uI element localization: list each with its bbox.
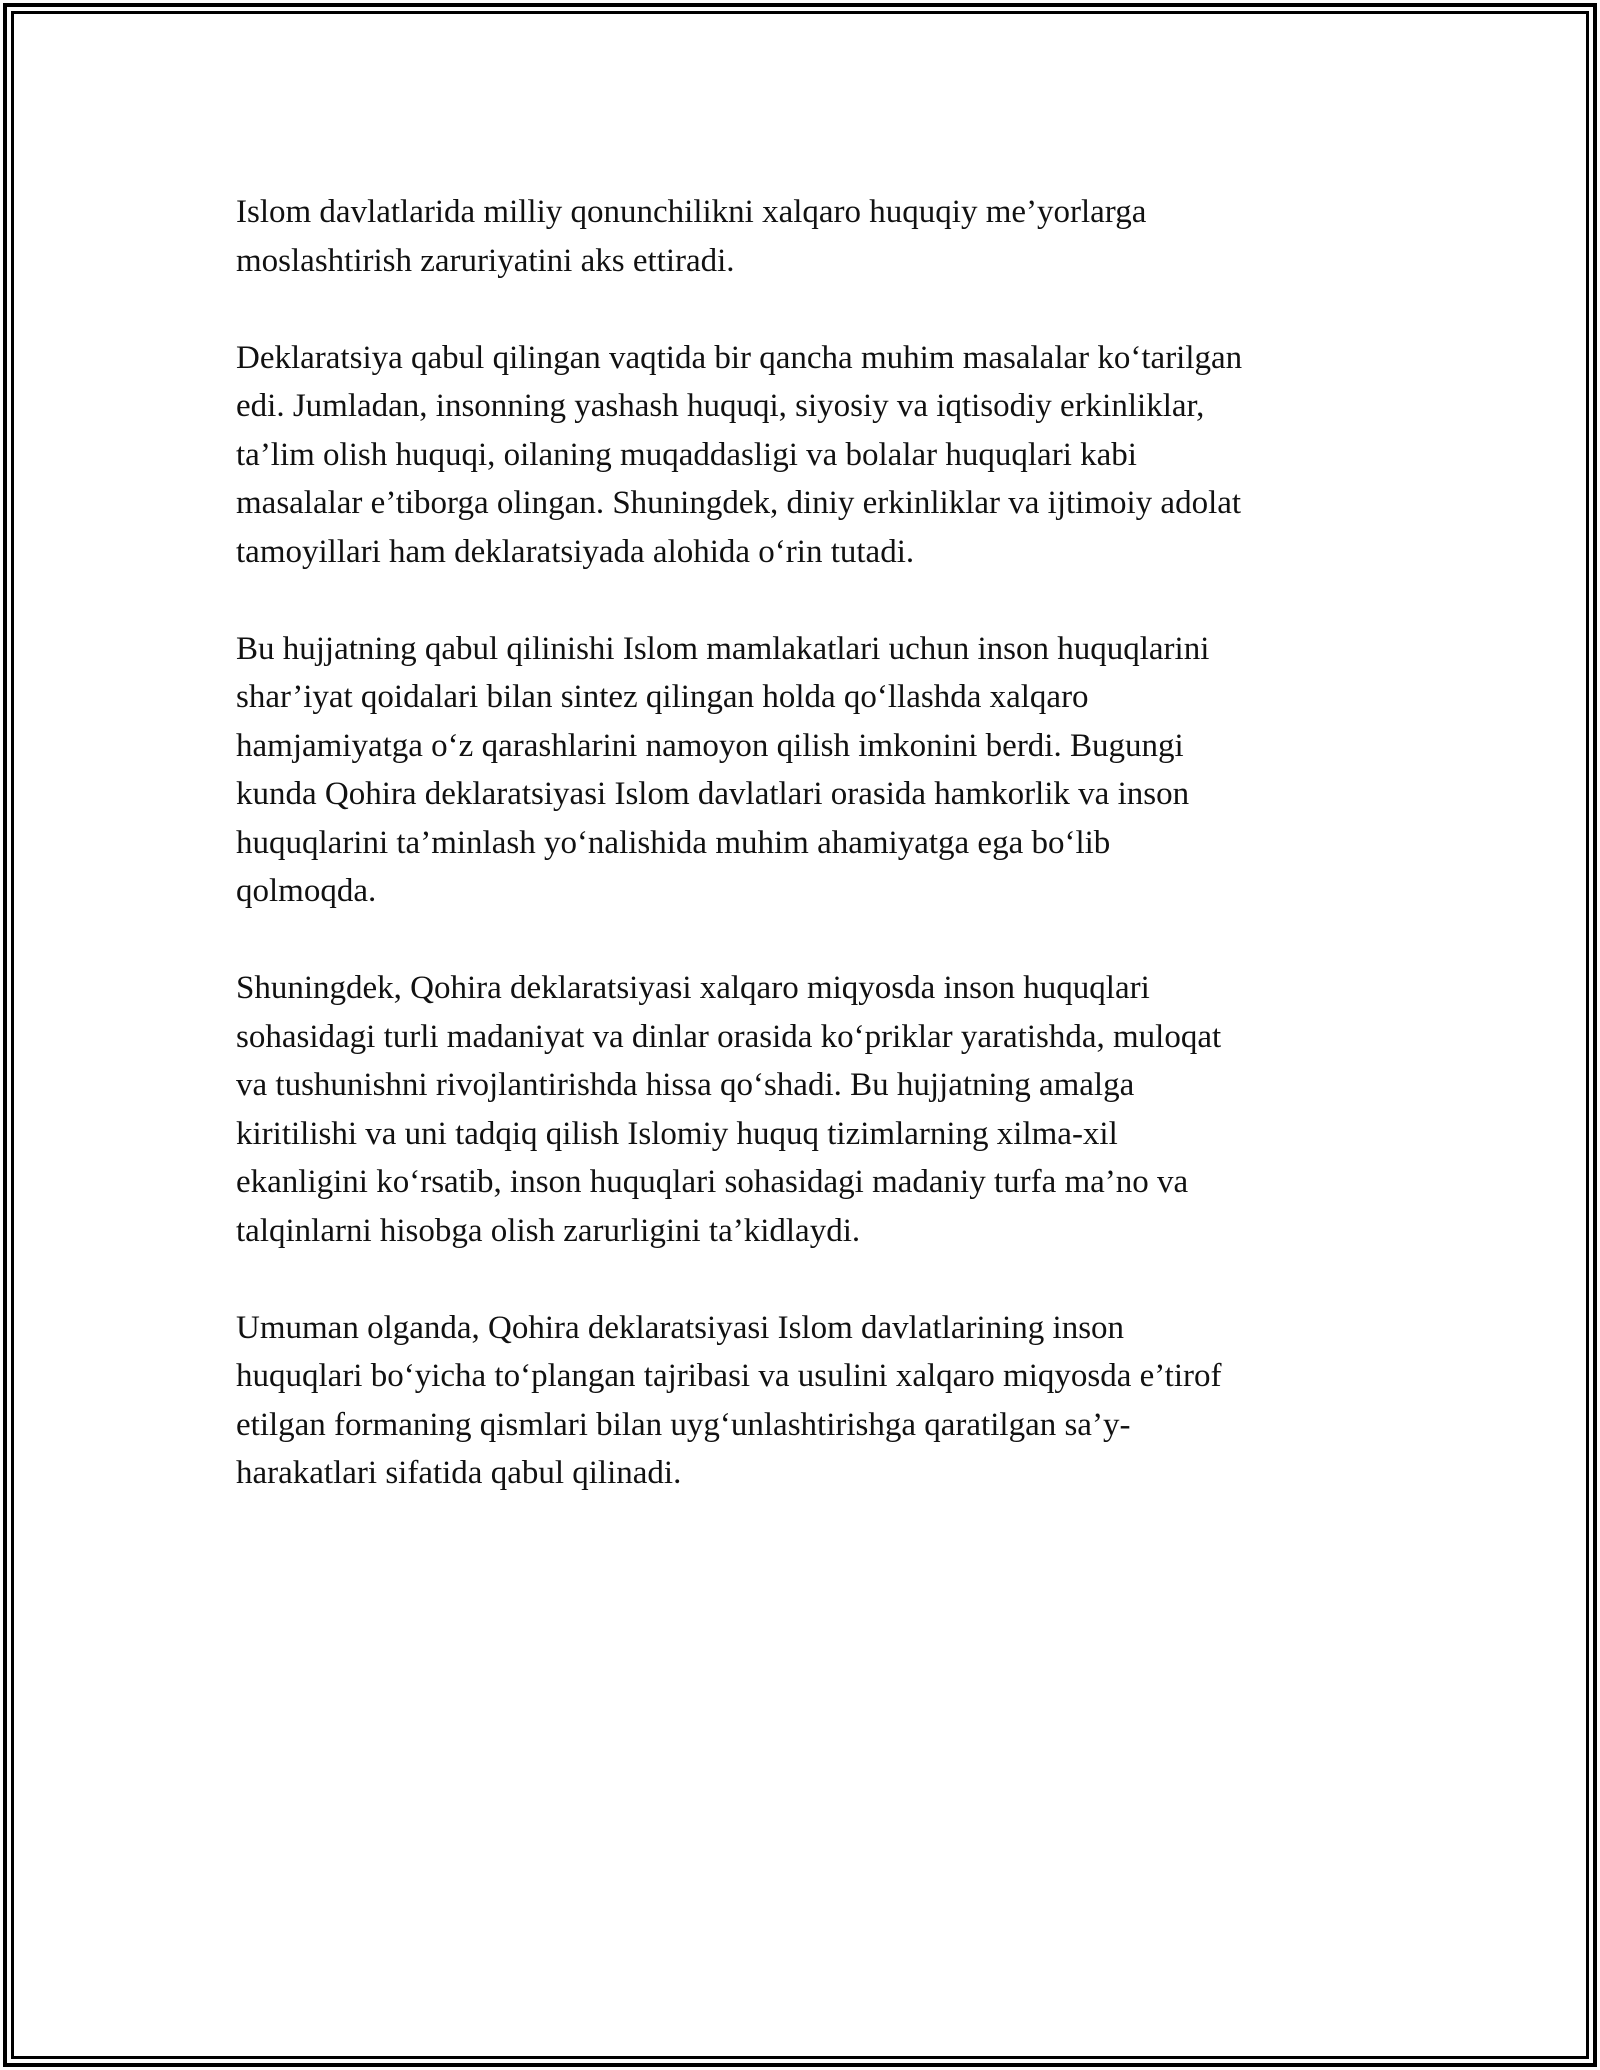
document-body bbox=[236, 188, 1366, 1546]
paragraph-4: Shuningdek, Qohira deklaratsiyasi xalqaro miqyosda inson huquqlari sohasidagi turli madaniyat va dinlar orasida ko‘priklar yaratishda, muloqat va tushunishni rivojlantirishda hissa qo‘shadi. Bu hujjatning amalga kiritilishi va uni tadqiq qilish Islomiy huquq tizimlarning xilma-xil ekanligini ko‘rsatib, inson huquqlari sohasidagi madaniy turfa ma’no va talqinlarni hisobga olish zarurligini ta’kidlaydi. bbox=[236, 970, 1222, 1249]
paragraph-3: Bu hujjatning qabul qilinishi Islom mamlakatlari uchun inson huquqlarini shar’iyat qoidalari bilan sintez qilingan holda qo‘llashda xalqaro hamjamiyatga o‘z qarashlarini namoyon qilish imkonini berdi. Bugungi kunda Qohira deklaratsiyasi Islom davlatlari orasida hamkorlik va inson huquqlarini ta’minlash yo‘nalishida muhim ahamiyatga ega bo‘lib qolmoqda. bbox=[236, 630, 1210, 909]
paragraph-2: Deklaratsiya qabul qilingan vaqtida bir qancha muhim masalalar ko‘tarilgan edi. Jumladan, insonning yashash huquqi, siyosiy va iqtisodiy erkinliklar, ta’lim olish huquqi, oilaning muqaddasligi va bolalar huquqlari kabi masalalar e’tiborga olingan. Shuningdek, diniy erkinliklar va ijtimoiy adolat tamoyillari ham deklaratsiyada alohida o‘rin tutadi. bbox=[236, 339, 1243, 570]
paragraph-5: Umuman olganda, Qohira deklaratsiyasi Islom davlatlarining inson huquqlari bo‘yicha to‘plangan tajribasi va usulini xalqaro miqyosda e’tirof etilgan formaning qismlari bilan uyg‘unlashtirishga qaratilgan sa’y- harakatlari sifatida qabul qilinadi. bbox=[236, 1309, 1222, 1491]
paragraph-1: Islom davlatlarida milliy qonunchilikni xalqaro huquqiy me’yorlarga moslashtirish zaruriyatini aks ettiradi. bbox=[236, 194, 1147, 279]
